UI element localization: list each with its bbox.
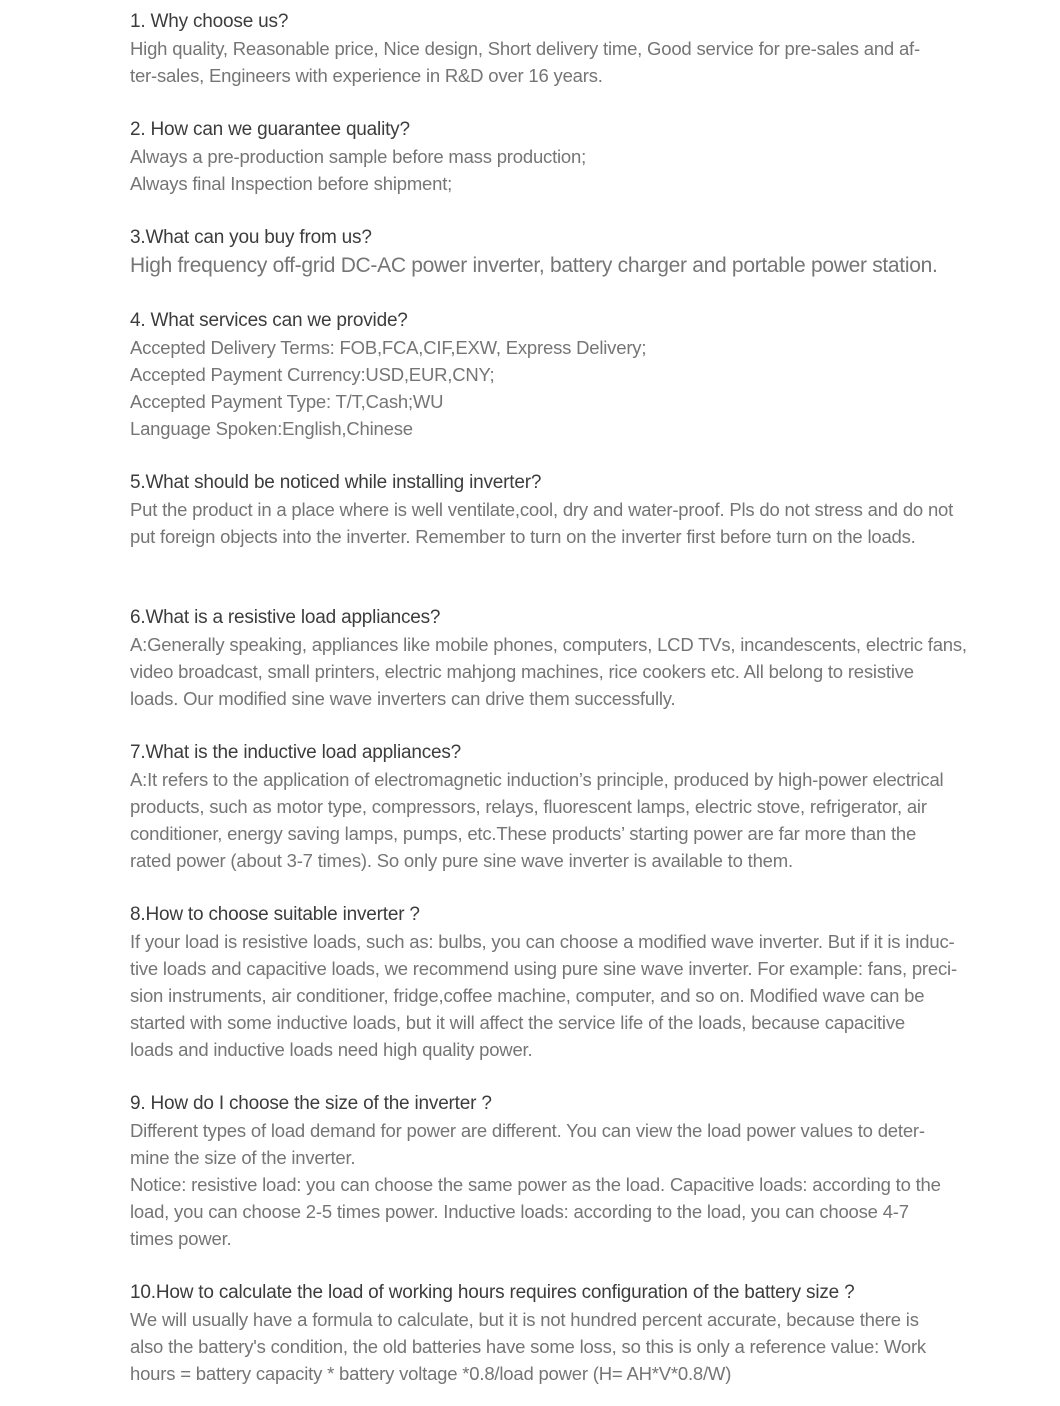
- faq-answer-line: hours = battery capacity * battery voltage *0.8/load power (H= AH*V*0.8/W): [130, 1363, 732, 1384]
- faq-answer-line: rated power (about 3-7 times). So only pure sine wave inverter is available to them.: [130, 850, 793, 871]
- faq-answer-line: Always a pre-production sample before mass production;: [130, 146, 587, 167]
- faq-question: 10.How to calculate the load of working hours requires configuration of the battery size ?: [130, 1282, 855, 1303]
- faq-answer-line: sion instruments, air conditioner, fridge,coffee machine, computer, and so on. Modified wave can be: [130, 985, 925, 1006]
- faq-answer-line: If your load is resistive loads, such as: bulbs, you can choose a modified wave inverter. But if it is induc-: [130, 931, 955, 952]
- faq-answer-line: Always final Inspection before shipment;: [130, 173, 453, 194]
- faq-question: 2. How can we guarantee quality?: [130, 119, 410, 140]
- faq-answer-line: video broadcast, small printers, electric mahjong machines, rice cookers etc. All belong to resistive: [130, 661, 914, 682]
- faq-answer-line: put foreign objects into the inverter. Remember to turn on the inverter first before turn on the loads.: [130, 526, 916, 547]
- faq-answer: [130, 35, 1060, 89]
- faq-item: [130, 307, 1060, 442]
- faq-answer: [130, 766, 1060, 874]
- faq-answer: [130, 1306, 1060, 1387]
- faq-answer: [130, 496, 1060, 550]
- faq-question: 4. What services can we provide?: [130, 310, 408, 331]
- faq-answer-line: Different types of load demand for power are different. You can view the load power values to deter-: [130, 1120, 925, 1141]
- faq-answer-line: loads and inductive loads need high quality power.: [130, 1039, 533, 1060]
- faq-item: [130, 604, 1060, 712]
- faq-answer-line: ter-sales, Engineers with experience in R&D over 16 years.: [130, 65, 603, 86]
- faq-answer-line: times power.: [130, 1228, 232, 1249]
- faq-question: 5.What should be noticed while installing inverter?: [130, 472, 542, 493]
- faq-item: [130, 116, 1060, 197]
- faq-question: 6.What is a resistive load appliances?: [130, 607, 441, 628]
- faq-answer-line: Accepted Delivery Terms: FOB,FCA,CIF,EXW, Express Delivery;: [130, 337, 647, 358]
- faq-answer-line: started with some inductive loads, but it will affect the service life of the loads, because capacitive: [130, 1012, 905, 1033]
- faq-question: 7.What is the inductive load appliances?: [130, 742, 462, 763]
- faq-answer: [130, 143, 1060, 197]
- faq-question: 9. How do I choose the size of the inverter ?: [130, 1093, 492, 1114]
- faq-answer-line: We will usually have a formula to calculate, but it is not hundred percent accurate, because there is: [130, 1309, 919, 1330]
- faq-answer-line: Language Spoken:English,Chinese: [130, 418, 413, 439]
- faq-item: [130, 1279, 1060, 1387]
- faq-answer-line: conditioner, energy saving lamps, pumps, etc.These products’ starting power are far more than the: [130, 823, 917, 844]
- faq-question: 1. Why choose us?: [130, 11, 289, 32]
- faq-answer-line: Accepted Payment Type: T/T,Cash;WU: [130, 391, 444, 412]
- faq-answer: [130, 334, 1060, 442]
- faq-item: [130, 739, 1060, 874]
- faq-answer-line: mine the size of the inverter.: [130, 1147, 356, 1168]
- faq-answer-line: loads. Our modified sine wave inverters can drive them successfully.: [130, 688, 676, 709]
- faq-answer-line: Notice: resistive load: you can choose the same power as the load. Capacitive loads: according to the: [130, 1174, 941, 1195]
- faq-answer-line: Put the product in a place where is well ventilate,cool, dry and water-proof. Pls do not stress and do not: [130, 499, 954, 520]
- faq-answer: [130, 251, 1060, 280]
- faq-item: [130, 1090, 1060, 1252]
- faq-answer-line: tive loads and capacitive loads, we recommend using pure sine wave inverter. For example: fans, preci-: [130, 958, 957, 979]
- faq-item: [130, 469, 1060, 550]
- faq-answer-line: load, you can choose 2-5 times power. Inductive loads: according to the load, you can choose 4-7: [130, 1201, 909, 1222]
- faq-answer: [130, 928, 1060, 1063]
- faq-question: 3.What can you buy from us?: [130, 227, 372, 248]
- faq-question: 8.How to choose suitable inverter ?: [130, 904, 420, 925]
- faq-answer-line: A:It refers to the application of electromagnetic induction’s principle, produced by high-power electrical: [130, 769, 944, 790]
- faq-item: [130, 224, 1060, 280]
- faq-answer: [130, 1117, 1060, 1252]
- faq-answer-line: products, such as motor type, compressors, relays, fluorescent lamps, electric stove, refrigerator, air: [130, 796, 927, 817]
- faq-item: [130, 8, 1060, 89]
- faq-answer: [130, 631, 1060, 712]
- faq-answer-line: High quality, Reasonable price, Nice design, Short delivery time, Good service for pre-sales and af-: [130, 38, 920, 59]
- faq-answer-line: also the battery's condition, the old batteries have some loss, so this is only a reference value: Work: [130, 1336, 926, 1357]
- faq-item: [130, 901, 1060, 1063]
- faq-answer-line: High frequency off-grid DC-AC power inverter, battery charger and portable power station.: [130, 254, 938, 277]
- faq-answer-line: A:Generally speaking, appliances like mobile phones, computers, LCD TVs, incandescents, electric fans,: [130, 634, 967, 655]
- faq-answer-line: Accepted Payment Currency:USD,EUR,CNY;: [130, 364, 495, 385]
